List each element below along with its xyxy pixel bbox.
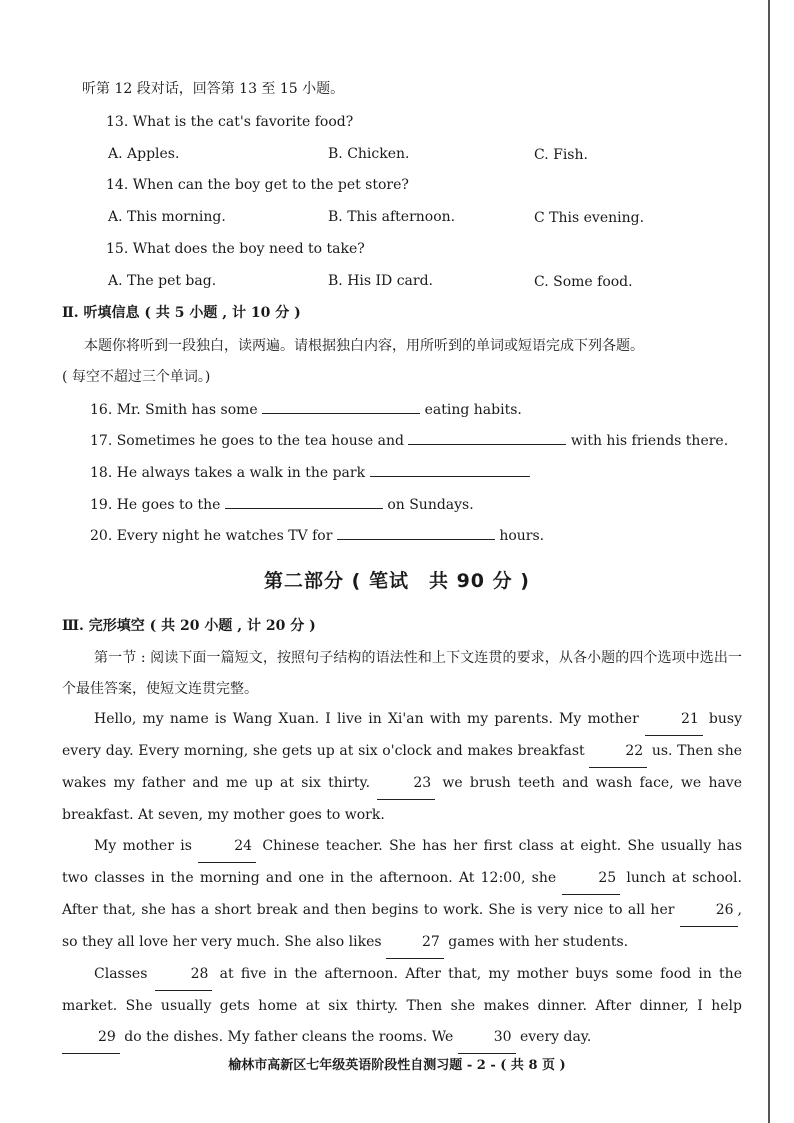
option-15a: A. The pet bag. xyxy=(108,273,217,289)
answer-blank-16[interactable] xyxy=(262,399,420,414)
section-2-instruction: 本题你将听到一段独白，读两遍。请根据独白内容，用所听到的单词或短语完成下列各题。 xyxy=(84,338,644,354)
section-3-title: Ⅲ. 完形填空 ( 共 20 小题 , 计 20 分 ) xyxy=(62,618,316,634)
answer-blank-20[interactable] xyxy=(337,525,495,540)
blank-27[interactable]: 27 xyxy=(386,927,444,959)
part-2-title: 第二部分 ( 笔试 共 90 分 ) xyxy=(264,570,530,592)
p1-text-2: busy every day. Every morning, she gets up at six o'clock and makes breakfast xyxy=(62,711,742,759)
item-17-post: with his friends there. xyxy=(570,433,729,449)
blank-25[interactable]: 25 xyxy=(562,863,620,895)
p3-text-1: Classes xyxy=(94,966,148,982)
option-13b: B. Chicken. xyxy=(328,146,410,162)
blank-22[interactable]: 22 xyxy=(589,736,647,768)
p2-text-5: games with her students. xyxy=(448,934,629,950)
answer-blank-19[interactable] xyxy=(225,494,383,509)
section-2-instruction-note: ( 每空不超过三个单词。) xyxy=(62,369,211,385)
blank-23[interactable]: 23 xyxy=(377,768,435,800)
page-footer: 榆林市高新区七年级英语阶段性自测习题 - 2 - ( 共 8 页 ) xyxy=(228,1058,566,1073)
p3-text-4: every day. xyxy=(519,1029,592,1045)
p2-text-1: My mother is xyxy=(94,838,192,854)
passage xyxy=(62,704,742,1054)
fill-item-18 xyxy=(90,462,530,482)
question-13: 13. What is the cat's favorite food? xyxy=(106,114,354,130)
item-19-post: on Sundays. xyxy=(387,497,474,513)
fill-item-19 xyxy=(90,494,474,514)
option-13c: C. Fish. xyxy=(534,147,588,163)
blank-29[interactable]: 29 xyxy=(62,1022,120,1054)
option-14c: C This evening. xyxy=(534,210,645,226)
p1-text-4: we brush teeth and wash face, we have breakfast. At seven, my mother goes to work. xyxy=(62,775,742,823)
blank-21[interactable]: 21 xyxy=(645,704,703,736)
p1-text-1: Hello, my name is Wang Xuan. I live in Xi'an with my parents. My mother xyxy=(94,711,639,727)
item-20-text: 20. Every night he watches TV for xyxy=(90,528,333,544)
blank-28[interactable]: 28 xyxy=(155,959,213,991)
option-15c: C. Some food. xyxy=(534,274,633,290)
question-15: 15. What does the boy need to take? xyxy=(106,241,365,257)
fill-item-16 xyxy=(90,399,522,419)
item-18-text: 18. He always takes a walk in the park xyxy=(90,465,366,481)
item-17-text: 17. Sometimes he goes to the tea house and xyxy=(90,433,404,449)
fill-item-20 xyxy=(90,525,544,545)
option-14b: B. This afternoon. xyxy=(328,209,456,225)
passage-paragraph-3 xyxy=(62,959,742,1054)
page-edge-line xyxy=(768,0,770,1123)
passage-paragraph-2 xyxy=(62,831,742,959)
answer-blank-18[interactable] xyxy=(370,462,530,477)
p1-text-3: us. Then she wakes my father and me up at six thirty. xyxy=(62,743,742,791)
p3-text-2: at five in the afternoon. After that, my mother buys some food in the market. She usually gets home at six thirty. Then she makes dinner. After dinner, I help xyxy=(62,966,742,1014)
fill-item-17 xyxy=(90,430,728,450)
p2-text-2: Chinese teacher. She has her first class at eight. She usually has two classes in the morning and one in the afternoon. At 12:00, she xyxy=(62,838,743,886)
section-3-instruction: 第一节 : 阅读下面一篇短文，按照句子结构的语法性和上下文连贯的要求，从各小题的四个选项中选出一个最佳答案，使短文连贯完整。 xyxy=(62,650,742,697)
section-3-instruction-block xyxy=(62,643,742,705)
option-14a: A. This morning. xyxy=(108,209,226,225)
question-14: 14. When can the boy get to the pet store? xyxy=(106,177,409,193)
blank-26[interactable]: 26 xyxy=(680,895,738,927)
answer-blank-17[interactable] xyxy=(408,430,566,445)
p3-text-3: do the dishes. My father cleans the rooms. We xyxy=(124,1029,454,1045)
passage-paragraph-1 xyxy=(62,704,742,831)
section-2-title: Ⅱ. 听填信息 ( 共 5 小题 , 计 10 分 ) xyxy=(62,305,301,321)
option-15b: B. His ID card. xyxy=(328,273,434,289)
p2-text-3: lunch at school. After that, she has a short break and then begins to work. She is very nice to all her xyxy=(62,870,742,918)
item-19-text: 19. He goes to the xyxy=(90,497,221,513)
listening-intro: 听第 12 段对话，回答第 13 至 15 小题。 xyxy=(82,81,345,97)
item-16-post: eating habits. xyxy=(424,402,522,418)
option-13a: A. Apples. xyxy=(108,146,180,162)
blank-24[interactable]: 24 xyxy=(198,831,256,863)
blank-30[interactable]: 30 xyxy=(458,1022,516,1054)
item-16-text: 16. Mr. Smith has some xyxy=(90,402,258,418)
item-20-post: hours. xyxy=(499,528,545,544)
p2-text-4: , so they all love her very much. She also likes xyxy=(62,902,742,950)
